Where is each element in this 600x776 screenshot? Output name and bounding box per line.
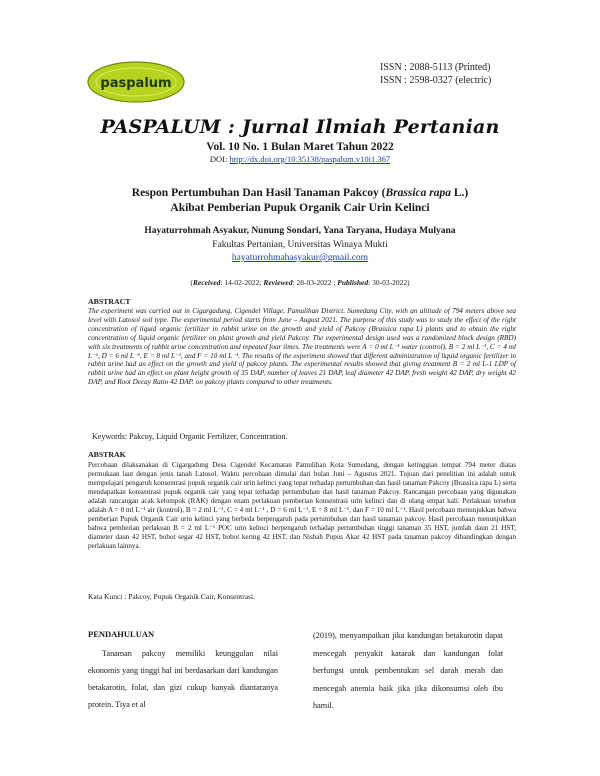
journal-title: PASPALUM : Jurnal Ilmiah Pertanian: [100, 116, 500, 138]
published-date: : 30-03-2022): [368, 278, 410, 287]
abstract-text: The experiment was carried out in Cigargadung, Cigendel Village, Pamulihan District, Sumedang City, with an altitude of 794 meters above sea level with Latosol soil type. The experimental period starts from June – August 2021. The purpose of this study was to study the effect of the right concentration of liquid organic fertilizer in rabbit urine on the growth and yield of Pakcoy (Brassica rapa L) plants and to obtain the right concentration of liquid organic fertilizer on plant growth and yield Pakcoy. The experimental design used was a randomized block design (RBD) with six treatments of rabbit urine concentration and repeated four times. The treatments were A = 0 ml L⁻¹ water (control), B = 2 ml L⁻¹, C = 4 ml L⁻¹, D = 6 ml L⁻¹, E = 8 ml L⁻¹, and F = 10 ml L⁻¹. The results of the experiment showed that different administration of liquid organic fertilizer in rabbit urine had an effect on the growth and yield of pakcoy plants. The experimental results showed that giving treatment B = 2 ml L-1 LDP of rabbit urine had an effect on plant height growth of 35 DAP, number of leaves 21 DAP, leaf diameter 42 DAP, fresh weight 42 DAP, dry weight 42 DAP, and Root Decay Ratio 42 DAP. on pakcoy plants compared to other treatments.: [88, 307, 516, 387]
abstract-keywords: Keywords: Pakcoy, Liquid Organic Fertilizer, Concentration.: [92, 432, 288, 441]
authors: Hayaturrohmah Asyakur, Nunung Sondari, Yana Taryana, Hudaya Mulyana: [144, 226, 456, 236]
article-dates: (Received: 14-02-2022; Reviewed: 28-03-2022 ; Published: 30-03-2022): [190, 278, 410, 287]
body-column-right: (2019), menyampaikan jika kandungan betakarotin dapat mencegah penyakit katarak dan kandungan folat berfungsi untuk pembentukan sel darah merah dan mencegah anemia baik jika jika dikonsumsi oleh ibu hamil.: [313, 631, 503, 710]
doi-line: [0, 154, 600, 164]
issn-print: ISSN : 2088-5113 (Printed): [380, 62, 491, 73]
abstrak-heading: ABSTRAK: [88, 450, 126, 459]
reviewed-date: : 28-03-2022 ;: [292, 278, 338, 287]
title-part-1: Respon Pertumbuhan Dan Hasil Tanaman Pakcoy (: [131, 187, 386, 199]
affiliation: Fakultas Pertanian, Universitas Winaya Mukti: [212, 240, 388, 250]
section-heading-pendahuluan: PENDAHULUAN: [88, 629, 155, 639]
author-email[interactable]: hayaturrohmahasyakur@gmail.com: [231, 253, 369, 263]
title-line-2: Akibat Pemberian Pupuk Organik Cair Urin Kelinci: [170, 202, 430, 214]
abstrak-keywords: Kata Kunci : Pakcoy, Pupuk Organik Cair, Konsentrasi.: [88, 592, 255, 601]
received-date: : 14-02-2022;: [220, 278, 264, 287]
volume-issue: Vol. 10 No. 1 Bulan Maret Tahun 2022: [206, 141, 394, 153]
issn-electronic: ISSN : 2598-0327 (electric): [380, 75, 492, 86]
paspalum-logo: [86, 60, 186, 104]
received-label: Received: [192, 278, 221, 287]
logo-text: paspalum: [100, 76, 172, 91]
abstract-heading: ABSTRACT: [88, 297, 131, 306]
doi-link[interactable]: http://dx.doi.org/10.35138/paspalum.v10i1.367: [229, 154, 391, 164]
doi-label: DOI:: [209, 154, 230, 164]
title-species: Brassica rapa: [385, 187, 451, 199]
reviewed-label: Reviewed: [263, 278, 293, 287]
abstrak-text: Percobaan dilaksanakan di Cigargadung Desa Cigendel Kecamatan Pamulihan Kota Sumedang, dengan ketinggian tempat 794 meter diatas permukaan laut dengan jenis tanah Latosol. Waktu percobaan dimulai dari bulan Juni – Agustus 2021. Tujuan dari penelitian ini adalah untuk mempelajari pengaruh konsentrasi pupuk organik cair urin kelinci yang tepat terhadap pertumbuhan dan hasil tanaman Pakcoy (Brassica rapa L) serta mendapatkan konsentrasi pupuk organik cair yang tepat terhadap pertumbuhan dan hasil tanaman Pakcoy. Rancangan percobaan yang digunakan adalah rancangan acak kelompok (RAK) dengan enam perlakuan pemberian konsentrasi urin kelinci dan di ulang empat kali. Perlakuan tersebut adalah A = 0 ml L⁻¹ air (kontrol), B = 2 ml L⁻¹, C = 4 ml L⁻¹ , D = 6 ml L⁻¹, E = 8 ml L⁻¹, dan F = 10 ml L⁻¹. Hasil percobaan menunjukkan bahwa pemberian Pupuk Organik Cair urin kelinci yang berbeda berpengaruh pada pertumbuhan dan hasil tanaman pakcoy. Hasil percobaan menunjukkan bahwa pemberian perlakuan B = 2 ml L⁻¹ POC urin kelinci berpengaruh terhadap pertumbuhan tinggi tanaman 35 HST, jumlah daun 21 HST, diameter daun 42 HST, bobot segar 42 HST, bobot kering 42 HST, dan Nisbah Pupus Akar 42 HST pada tanaman pakcoy dibandingkan dengan perlakuan lainnya.: [88, 461, 516, 551]
published-label: Published: [337, 278, 369, 287]
body-column-left: Tanaman pakcoy memiliki keunggulan nilai ekonomis yang tinggi hal ini berdasarkan dari kandungan betakarotin, folat, dan gizi cukup banyak diantaranya protein. Tiya et al: [88, 649, 278, 709]
article-title: [100, 186, 500, 216]
title-part-2: L.): [450, 187, 469, 199]
